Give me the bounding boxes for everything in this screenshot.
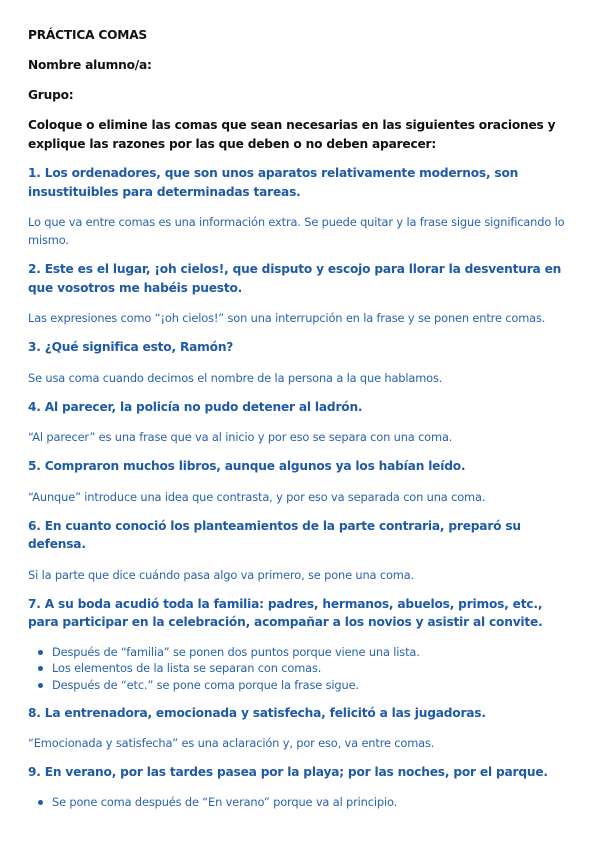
answer-5: “Aunque” introduce una idea que contrasta, y por eso va separada con una coma. (28, 489, 486, 504)
question-1: 1. Los ordenadores, que son unos aparatos relativamente modernos, son insustituibles para determinadas tareas. (28, 166, 519, 199)
question-4: 4. Al parecer, la policía no pudo detener al ladrón. (28, 399, 363, 414)
group-label: Grupo: (28, 88, 74, 102)
bullet-item: Se pone coma después de “En verano” porque va al principio. (52, 794, 572, 811)
bullet-item: Después de “familia” se ponen dos puntos porque viene una lista. (52, 644, 572, 661)
exercise-item-8 (28, 704, 572, 753)
question-9: 9. En verano, por las tardes pasea por la playa; por las noches, por el parque. (28, 765, 548, 780)
answer-3: Se usa coma cuando decimos el nombre de la persona a la que hablamos. (28, 370, 443, 385)
question-3: 3. ¿Qué significa esto, Ramón? (28, 340, 234, 354)
question-7: 7. A su boda acudió toda la familia: padres, hermanos, abuelos, primos, etc., para participar en la celebración, acompañar a los novios y asistir al convite. (28, 596, 543, 629)
exercise-item-1 (28, 164, 572, 249)
exercise-item-7 (28, 595, 572, 694)
instructions: Coloque o elimine las comas que sean necesarias en las siguientes oraciones y explique las razones por las que deben o no deben aparecer: (28, 118, 556, 151)
exercise-item-6 (28, 517, 572, 584)
exercise-item-9 (28, 763, 572, 810)
answer-8: “Emocionada y satisfecha” es una aclaración y, por eso, va entre comas. (28, 736, 435, 751)
exercise-item-3 (28, 338, 572, 387)
exercise-item-4 (28, 398, 572, 447)
exercise-item-5 (28, 457, 572, 506)
question-8: 8. La entrenadora, emocionada y satisfecha, felicitó a las jugadoras. (28, 705, 486, 720)
answer-4: “Al parecer” es una frase que va al inicio y por eso se separa con una coma. (28, 430, 453, 444)
question-6: 6. En cuanto conoció los planteamientos de la parte contraria, preparó su defensa. (28, 518, 521, 551)
question-5: 5. Compraron muchos libros, aunque algunos ya los habían leído. (28, 459, 466, 473)
answer-7-bullet-list (28, 644, 572, 694)
answer-9-bullet-list (28, 794, 572, 811)
exercise-item-2 (28, 260, 572, 327)
bullet-item: Después de “etc.” se pone coma porque la frase sigue. (52, 677, 572, 694)
answer-6: Si la parte que dice cuándo pasa algo va primero, se pone una coma. (28, 567, 415, 582)
answer-1: Lo que va entre comas es una información extra. Se puede quitar y la frase sigue significando lo mismo. (28, 215, 565, 247)
document-title: PRÁCTICA COMAS (28, 28, 148, 42)
bullet-item: Los elementos de la lista se separan con comas. (52, 660, 572, 677)
student-name-label: Nombre alumno/a: (28, 58, 152, 72)
answer-2: Las expresiones como “¡oh cielos!” son una interrupción en la frase y se ponen entre comas. (28, 311, 546, 325)
question-2: 2. Este es el lugar, ¡oh cielos!, que disputo y escojo para llorar la desventura en que vosotros me habéis puesto. (28, 262, 562, 295)
